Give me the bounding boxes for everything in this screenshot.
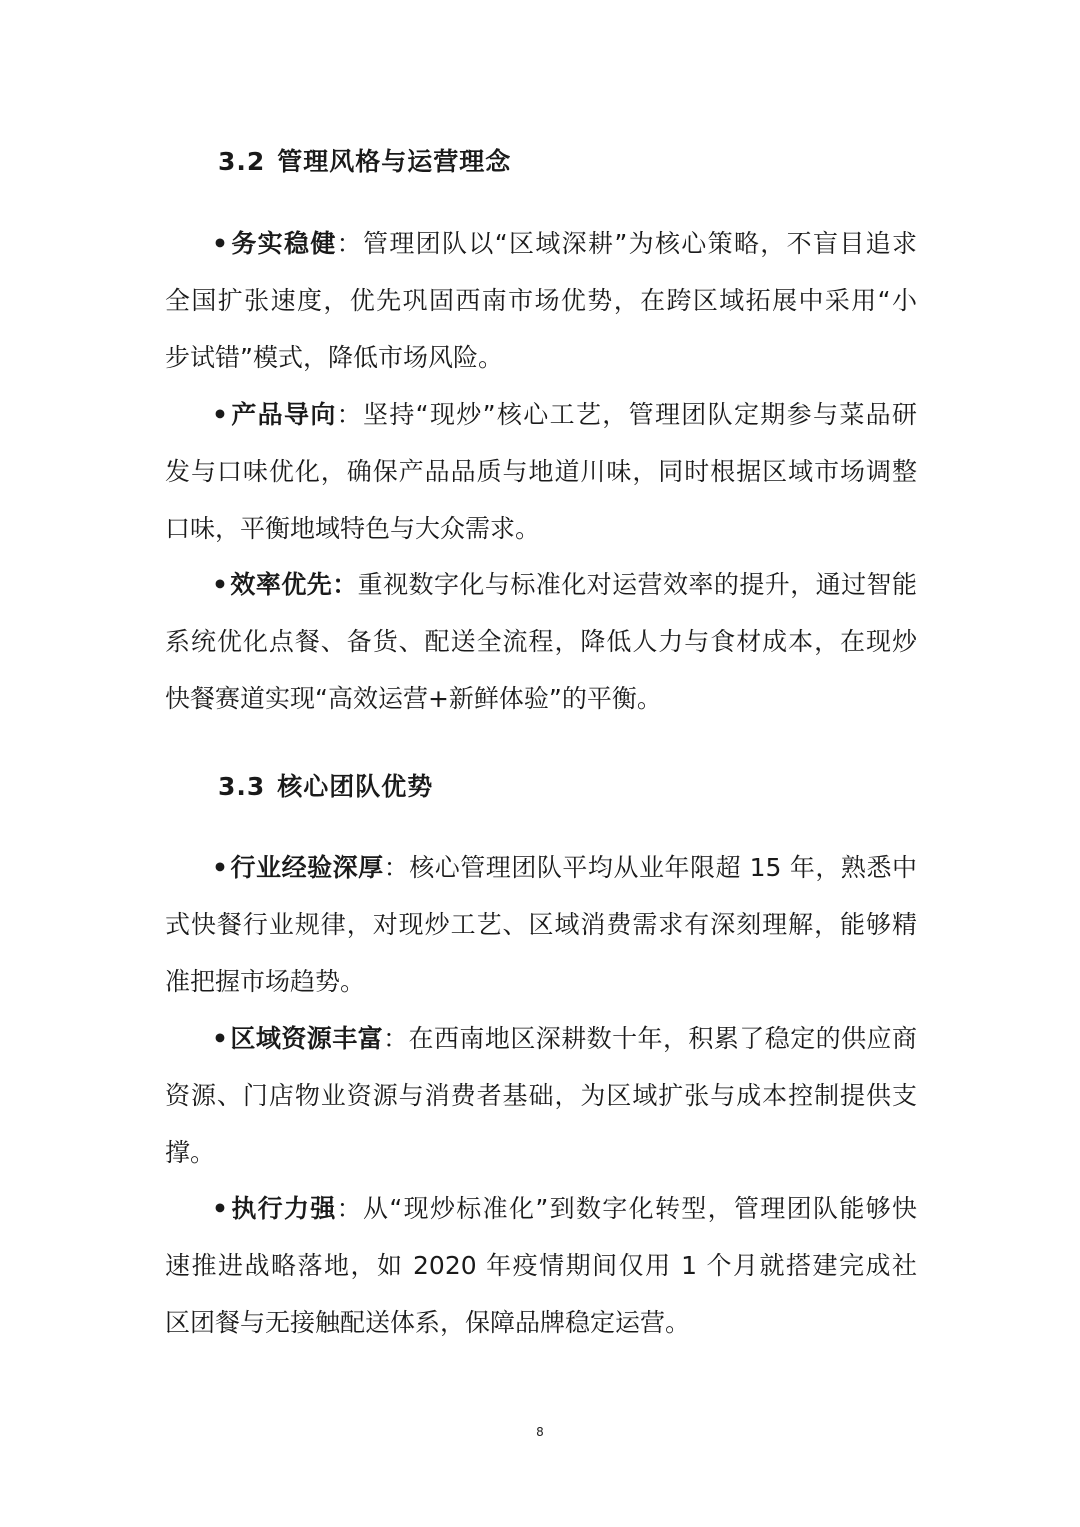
bullet-term: 效率优先： — [229, 570, 358, 599]
paragraph-line: 发与口味优化，确保产品品质与地道川味，同时根据区域市场调整 — [165, 457, 917, 486]
bullet-item-industry-experience — [165, 839, 917, 1010]
bullet-item-efficiency-first — [165, 556, 917, 727]
paragraph-line — [165, 839, 917, 896]
bullet-icon: • — [212, 1024, 228, 1053]
bullet-text: ：从“现炒标准化”到数字化转型，管理团队能够快 — [336, 1194, 917, 1223]
bullet-text: 重视数字化与标准化对运营效率的提升，通过智能 — [357, 570, 917, 599]
section-heading-3-3 — [218, 767, 433, 803]
section-title: 管理风格与运营理念 — [277, 147, 512, 176]
paragraph-line — [165, 386, 917, 443]
paragraph-line — [165, 1180, 917, 1237]
bullet-item-pragmatic — [165, 215, 917, 386]
paragraph-line: 口味，平衡地域特色与大众需求。 — [165, 514, 541, 543]
paragraph-line: 全国扩张速度，优先巩固西南市场优势，在跨区域拓展中采用“小 — [165, 286, 917, 315]
section-title: 核心团队优势 — [277, 772, 434, 801]
section-heading-3-2 — [218, 142, 511, 178]
paragraph-line: 系统优化点餐、备货、配送全流程，降低人力与食材成本，在现炒 — [165, 627, 917, 656]
paragraph-line: 准把握市场趋势。 — [165, 967, 366, 996]
bullet-icon: • — [212, 229, 228, 258]
paragraph-line: 资源、门店物业资源与消费者基础，为区域扩张与成本控制提供支 — [165, 1081, 917, 1110]
bullet-icon: • — [212, 570, 228, 599]
bullet-term: 产品导向 — [229, 400, 337, 429]
bullet-term: 执行力强 — [229, 1194, 337, 1223]
bullet-term: 行业经验深厚 — [229, 853, 384, 882]
bullet-text: ：在西南地区深耕数十年，积累了稳定的供应商 — [383, 1024, 917, 1053]
paragraph-line: 步试错”模式，降低市场风险。 — [165, 343, 503, 372]
bullet-icon: • — [212, 400, 228, 429]
paragraph-line: 速推进战略落地，如 2020 年疫情期间仅用 1 个月就搭建完成社 — [165, 1251, 917, 1280]
section-number: 3.2 — [218, 147, 266, 176]
bullet-text: ：核心管理团队平均从业年限超 15 年，熟悉中 — [383, 853, 917, 882]
paragraph-line — [165, 215, 917, 272]
bullet-icon: • — [212, 1194, 228, 1223]
bullet-term: 务实稳健 — [229, 229, 337, 258]
bullet-item-strong-execution — [165, 1180, 917, 1351]
paragraph-line — [165, 556, 917, 613]
paragraph-line: 式快餐行业规律，对现炒工艺、区域消费需求有深刻理解，能够精 — [165, 910, 917, 939]
paragraph-line: 撑。 — [165, 1138, 216, 1167]
paragraph-line: 区团餐与无接触配送体系，保障品牌稳定运营。 — [165, 1308, 691, 1337]
bullet-icon: • — [212, 853, 228, 882]
bullet-term: 区域资源丰富 — [229, 1024, 384, 1053]
page-number: 8 — [536, 1425, 544, 1439]
bullet-item-product-oriented — [165, 386, 917, 557]
paragraph-line — [165, 1010, 917, 1067]
bullet-item-regional-resources — [165, 1010, 917, 1181]
paragraph-line: 快餐赛道实现“高效运营+新鲜体验”的平衡。 — [165, 684, 662, 713]
bullet-text: ：坚持“现炒”核心工艺，管理团队定期参与菜品研 — [336, 400, 917, 429]
section-number: 3.3 — [218, 772, 266, 801]
bullet-text: ：管理团队以“区域深耕”为核心策略，不盲目追求 — [336, 229, 917, 258]
